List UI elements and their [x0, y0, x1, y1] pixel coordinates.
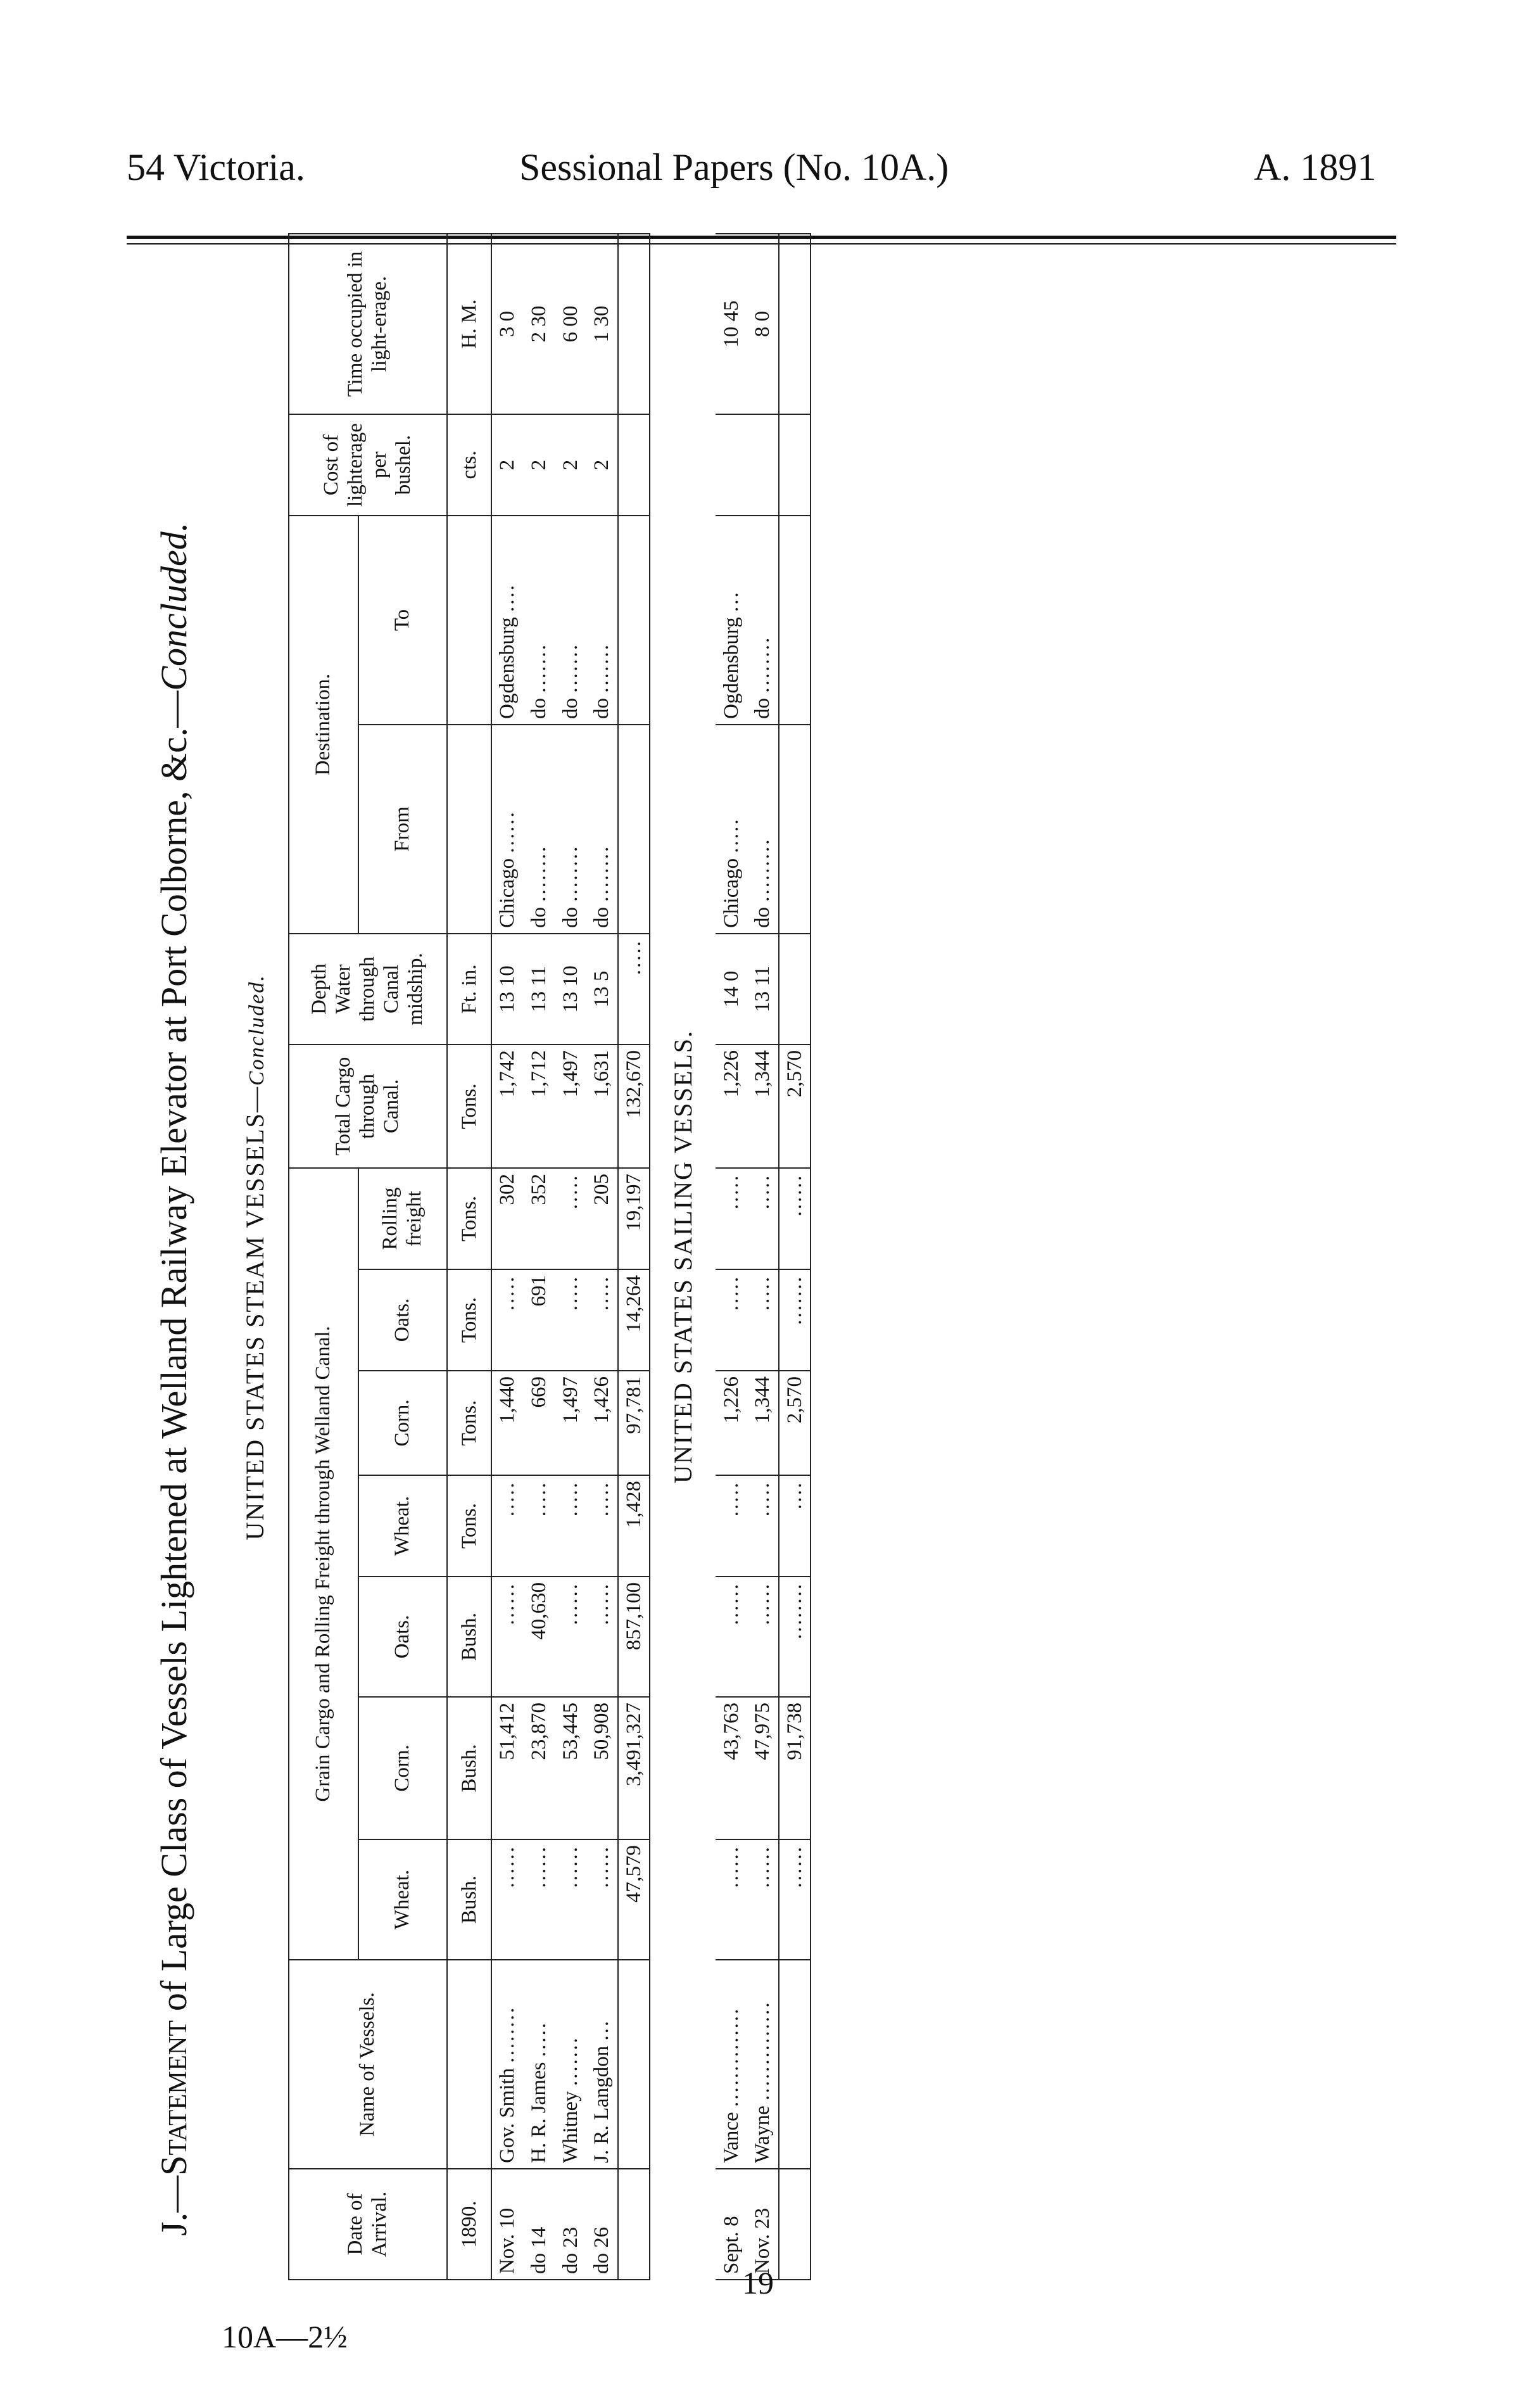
corn-tons: 1,426: [586, 1371, 618, 1475]
total-corn-bush: 3,491,327: [618, 1697, 650, 1839]
oats-tons: .....: [555, 1269, 586, 1371]
unit-rolling-tons: Tons.: [447, 1168, 491, 1269]
cost: 2: [586, 414, 618, 516]
statement-block: [127, 234, 1371, 2280]
rolling-tons: .....: [555, 1168, 586, 1269]
total-wheat-tons: ....: [779, 1475, 811, 1577]
steam-total-row: [618, 234, 650, 2280]
oats-bush: ......: [716, 1577, 747, 1697]
rolling-tons: 302: [491, 1168, 523, 1269]
col-wheat-bush: Wheat.: [358, 1839, 447, 1960]
from: Chicago ......: [491, 725, 523, 934]
unit-total-tons: Tons.: [447, 1044, 491, 1168]
corn-bush: 43,763: [716, 1697, 747, 1839]
total-from: [618, 725, 650, 934]
unit-cost: cts.: [447, 414, 491, 516]
vessel-name: Gov. Smith ........: [491, 1960, 523, 2169]
total-to: [779, 516, 811, 725]
corn-tons: 1,344: [747, 1371, 779, 1475]
to: do .......: [586, 516, 618, 725]
corn-bush: 47,975: [747, 1697, 779, 1839]
statement-title: [127, 234, 222, 2280]
unit-oats-bush: Bush.: [447, 1577, 491, 1697]
wheat-tons: .....: [491, 1475, 523, 1577]
vessel-name: J. R. Langdon ...: [586, 1960, 618, 2169]
oats-tons: .....: [716, 1269, 747, 1371]
total-corn-bush: 91,738: [779, 1697, 811, 1839]
wheat-tons: .....: [716, 1475, 747, 1577]
sailing-heading: UNITED STATES SAILING VESSELS.: [669, 1029, 697, 1484]
time: 1 30: [586, 234, 618, 414]
from: do ........: [523, 725, 555, 934]
total-oats-tons: 14,264: [618, 1269, 650, 1371]
col-to: To: [358, 516, 447, 725]
unit-wheat-tons: Tons.: [447, 1475, 491, 1577]
total-oats-bush: ........: [779, 1577, 811, 1697]
unit-from: [447, 725, 491, 934]
title-suffix: Concluded.: [153, 522, 194, 691]
oats-tons: .....: [491, 1269, 523, 1371]
col-destination: Destination.: [289, 516, 358, 934]
table-row: [586, 234, 618, 2280]
time: 10 45: [716, 234, 747, 414]
col-cost: Cost of lighterage per bushel.: [289, 414, 447, 516]
total-tons: 1,631: [586, 1044, 618, 1168]
unit-corn-bush: Bush.: [447, 1697, 491, 1839]
cost: 2: [523, 414, 555, 516]
vessel-name: Whitney .......: [555, 1960, 586, 2169]
total-to: [618, 516, 650, 725]
arrival-date: Sept. 8: [716, 2169, 747, 2280]
table-row: [747, 234, 779, 2280]
sailing-heading-row: [650, 234, 716, 2280]
depth: 14 0: [716, 934, 747, 1044]
total-corn-tons: 97,781: [618, 1371, 650, 1475]
arrival-date: Nov. 23: [747, 2169, 779, 2280]
col-wheat-tons: Wheat.: [358, 1475, 447, 1577]
rolling-tons: .....: [716, 1168, 747, 1269]
oats-tons: .....: [586, 1269, 618, 1371]
footer-signature: 10A—2½: [222, 2319, 348, 2354]
title-rest: of Large Class of Vessels Lightened at Welland Railway Elevator at Port Colborne, &c.—: [153, 690, 194, 2021]
to: Ogdensburg ....: [491, 516, 523, 725]
statement-table: [288, 233, 811, 2280]
wheat-tons: .....: [586, 1475, 618, 1577]
oats-bush: ......: [586, 1577, 618, 1697]
corn-tons: 1,440: [491, 1371, 523, 1475]
total-rolling: ......: [779, 1168, 811, 1269]
cost: [716, 414, 747, 516]
wheat-bush: ......: [747, 1839, 779, 1960]
wheat-bush: ......: [586, 1839, 618, 1960]
col-depth: Depth Water through Canal midship.: [289, 934, 447, 1044]
unit-time: H. M.: [447, 234, 491, 414]
depth: 13 10: [555, 934, 586, 1044]
time: 6 00: [555, 234, 586, 414]
to: Ogdensburg ...: [716, 516, 747, 725]
total-cost: [618, 414, 650, 516]
units-row: [447, 234, 491, 2280]
total-tons: 1,712: [523, 1044, 555, 1168]
wheat-bush: ......: [491, 1839, 523, 1960]
unit-to: [447, 516, 491, 725]
from: Chicago .....: [716, 725, 747, 934]
total-date: [779, 2169, 811, 2280]
header-year: A. 1891: [1254, 146, 1377, 188]
col-rolling: Rolling freight: [358, 1168, 447, 1269]
total-wheat-bush: ......: [779, 1839, 811, 1960]
rolling-tons: .....: [747, 1168, 779, 1269]
vessel-name: Wayne ..............: [747, 1960, 779, 2169]
total-name: [618, 1960, 650, 2169]
col-oats-tons: Oats.: [358, 1269, 447, 1371]
oats-bush: ......: [555, 1577, 586, 1697]
title-prefix: J.—: [153, 2175, 194, 2236]
wheat-tons: .....: [747, 1475, 779, 1577]
oats-tons: .....: [747, 1269, 779, 1371]
rolling-tons: 205: [586, 1168, 618, 1269]
arrival-date: do 23: [555, 2169, 586, 2280]
total-oats-tons: .......: [779, 1269, 811, 1371]
corn-bush: 53,445: [555, 1697, 586, 1839]
total-name: [779, 1960, 811, 2169]
to: do .......: [555, 516, 586, 725]
total-cargo: 132,670: [618, 1044, 650, 1168]
from: do ........: [555, 725, 586, 934]
from: do ........: [586, 725, 618, 934]
total-time: [779, 234, 811, 414]
title-smallcaps: Statement: [153, 2020, 194, 2176]
wheat-bush: ......: [716, 1839, 747, 1960]
corn-tons: 1,226: [716, 1371, 747, 1475]
oats-tons: 691: [523, 1269, 555, 1371]
total-date: [618, 2169, 650, 2280]
time: 8 0: [747, 234, 779, 414]
total-tons: 1,742: [491, 1044, 523, 1168]
subtitle-suffix: Concluded.: [245, 974, 268, 1086]
total-cargo: 2,570: [779, 1044, 811, 1168]
corn-bush: 50,908: [586, 1697, 618, 1839]
unit-corn-tons: Tons.: [447, 1371, 491, 1475]
wheat-bush: ......: [555, 1839, 586, 1960]
oats-bush: ......: [747, 1577, 779, 1697]
to: do ........: [747, 516, 779, 725]
col-from: From: [358, 725, 447, 934]
table-row: [523, 234, 555, 2280]
header-session: 54 Victoria.: [127, 146, 305, 188]
unit-depth: Ft. in.: [447, 934, 491, 1044]
total-from: [779, 725, 811, 934]
unit-oats-tons: Tons.: [447, 1269, 491, 1371]
table-row: [716, 234, 747, 2280]
col-total-cargo: Total Cargo through Canal.: [289, 1044, 447, 1168]
to: do .......: [523, 516, 555, 725]
total-wheat-bush: 47,579: [618, 1839, 650, 1960]
total-corn-tons: 2,570: [779, 1371, 811, 1475]
col-date: Date of Arrival.: [289, 2169, 447, 2280]
col-name: Name of Vessels.: [289, 1960, 447, 2169]
total-depth: [779, 934, 811, 1044]
col-corn-bush: Corn.: [358, 1697, 447, 1839]
unit-year: 1890.: [447, 2169, 491, 2280]
table-row: [555, 234, 586, 2280]
vessel-name: H. R. James .....: [523, 1960, 555, 2169]
total-rolling: 19,197: [618, 1168, 650, 1269]
cost: [747, 414, 779, 516]
oats-bush: ......: [491, 1577, 523, 1697]
corn-bush: 23,870: [523, 1697, 555, 1839]
col-time: Time occupied in light-erage.: [289, 234, 447, 414]
col-oats-bush: Oats.: [358, 1577, 447, 1697]
depth: 13 11: [747, 934, 779, 1044]
arrival-date: do 14: [523, 2169, 555, 2280]
arrival-date: Nov. 10: [491, 2169, 523, 2280]
depth: 13 10: [491, 934, 523, 1044]
wheat-tons: .....: [523, 1475, 555, 1577]
total-time: [618, 234, 650, 414]
total-oats-bush: 857,100: [618, 1577, 650, 1697]
corn-bush: 51,412: [491, 1697, 523, 1839]
arrival-date: do 26: [586, 2169, 618, 2280]
from: do .........: [747, 725, 779, 934]
total-wheat-tons: 1,428: [618, 1475, 650, 1577]
wheat-tons: .....: [555, 1475, 586, 1577]
total-cost: [779, 414, 811, 516]
table-row: [491, 234, 523, 2280]
time: 3 0: [491, 234, 523, 414]
depth: 13 5: [586, 934, 618, 1044]
wheat-bush: ......: [523, 1839, 555, 1960]
steam-subtitle: [222, 234, 288, 2280]
sailing-total-row: [779, 234, 811, 2280]
col-grain-group: Grain Cargo and Rolling Freight through Welland Canal.: [289, 1168, 358, 1960]
vessel-name: Vance ..............: [716, 1960, 747, 2169]
page-number: 19: [742, 2265, 774, 2301]
corn-tons: 1,497: [555, 1371, 586, 1475]
cost: 2: [555, 414, 586, 516]
total-depth: .....: [618, 934, 650, 1044]
unit-wheat-bush: Bush.: [447, 1839, 491, 1960]
depth: 13 11: [523, 934, 555, 1044]
total-tons: 1,226: [716, 1044, 747, 1168]
unit-blank: [447, 1960, 491, 2169]
rolling-tons: 352: [523, 1168, 555, 1269]
cost: 2: [491, 414, 523, 516]
col-corn-tons: Corn.: [358, 1371, 447, 1475]
subtitle-text: UNITED STATES STEAM VESSELS—: [241, 1086, 269, 1540]
time: 2 30: [523, 234, 555, 414]
corn-tons: 669: [523, 1371, 555, 1475]
total-tons: 1,344: [747, 1044, 779, 1168]
oats-bush: 40,630: [523, 1577, 555, 1697]
header-title: Sessional Papers (No. 10A.): [519, 146, 949, 188]
total-tons: 1,497: [555, 1044, 586, 1168]
